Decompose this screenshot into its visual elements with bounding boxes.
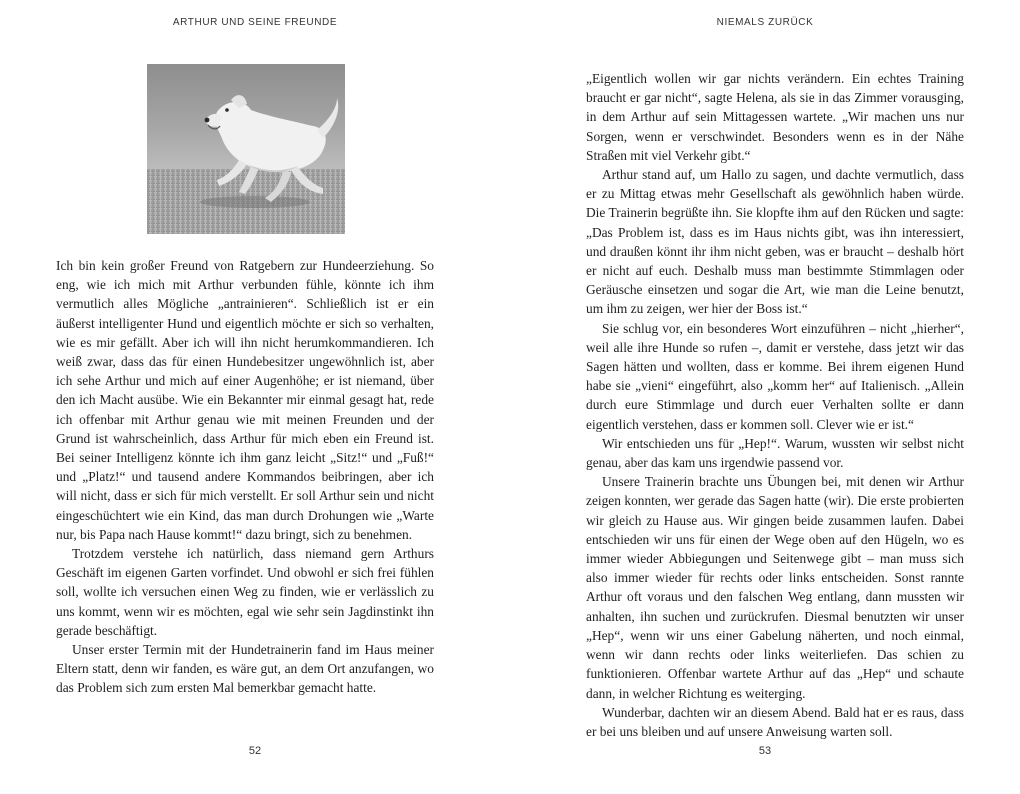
running-dog-photo — [147, 64, 345, 234]
left-paragraph-3: Unser erster Termin mit der Hundetrainerin fand im Haus meiner Eltern statt, denn wir fanden, es wäre gut, an dem Ort anzufangen, wo das Problem sich zum ersten Mal bemerkbar gemacht hatte. — [56, 642, 434, 696]
right-paragraph-2: Arthur stand auf, um Hallo zu sagen, und dachte vermutlich, dass er zu Mittag etwas mehr Gesellschaft als gewöhnlich haben würde. Die Trainerin begrüßte ihn. Sie klopfte ihm auf den Rücken und sagte: „Das Problem ist, dass es im Haus nichts gibt, was ihn interessiert, und draußen könnt ihr ihm nicht geben, was er braucht – deshalb hört er nicht auf euch. Deshalb muss man bestimmte Stimmlagen oder Geräusche einsetzen und sogar die Art, wie man die Leine benutzt, um ihm zu zeigen, wer hier der Boss ist.“ — [586, 167, 964, 317]
left-paragraph-1: Ich bin kein großer Freund von Ratgebern zur Hundeerziehung. So eng, wie ich mich mit Arthur verbunden fühle, könnte ich ihm vermutlich alles Mögliche „antrainieren“. Schließlich ist er ein äußerst intelligenter Hund und eigentlich möchte er sich so verhalten, wie es mir gefällt. Aber ich will ihn nicht herumkommandieren. Ich weiß zwar, dass das für einen Hundebesitzer ungewöhnlich ist, aber ich sehe Arthur und mich auf einer Augenhöhe; er ist niemand, über den ich Macht ausübe. Wie ein Bekannter mir einmal gesagt hat, rede ich offenbar mit Arthur genau wie mit meinen Freunden und der Grund ist wahrscheinlich, dass Arthur für mich eben ein Freund ist. Bei seiner Intelligenz könnte ich ihm ganz leicht „Sitz!“ und „Fuß!“ und „Platz!“ und tausend andere Kommandos beibringen, aber ich will nicht, dass er sich für mich verstellt. Er soll Arthur sein und nicht eingeschüchtert wie ein Kind, das man durch Drohungen wie „Warte nur, bis Papa nach Hause kommt!“ dazu bringt, sich zu benehmen. — [56, 258, 434, 542]
right-paragraph-1: „Eigentlich wollen wir gar nichts verändern. Ein echtes Training braucht er gar nicht“, sagte Helena, als sie in das Zimmer vorausging, in dem Arthur auf sein Mittagessen wartete. „Wir machen uns nur Sorgen, wenn er verschwindet. Besonders wenn es in der Nähe Straßen mit viel Verkehr gibt.“ — [586, 71, 964, 163]
right-body-text — [586, 69, 964, 741]
right-paragraph-6: Wunderbar, dachten wir an diesem Abend. Bald hat er es raus, dass er bei uns bleiben und auf unsere Anweisung warten soll. — [586, 704, 964, 739]
right-paragraph-3: Sie schlug vor, ein besonderes Wort einzuführen – nicht „hierher“, weil alle ihre Hunde so rufen –, damit er verstehe, dass jetzt wir das Sagen hätten und wollten, dass er komme. Bei ihrem eigenen Hund habe sie „vieni“ eingeführt, also „komm her“ auf Italienisch. „Allein durch eure Stimmlage und durch euer Verhalten sollte er dann eigentlich verstehen, dass er kommen soll. Clever wie er ist.“ — [586, 320, 964, 432]
running-head-right: NIEMALS ZURÜCK — [716, 17, 814, 28]
right-paragraph-4: Wir entschieden uns für „Hep!“. Warum, wussten wir selbst nicht genau, aber das kam uns irgendwie passend vor. — [586, 435, 964, 471]
right-paragraph-5: Unsere Trainerin brachte uns Übungen bei, mit denen wir Arthur zeigen konnten, wer gerade das Sagen hatte (wir). Die erste probierten wir gleich zu Hause aus. Wir gingen beide zusammen laufen. Dabei entschieden wir uns für einen der Wege oben auf den Hügeln, wo es immer wieder Abbiegungen und Seitenwege gibt – man muss sich also immer wieder für rechts oder links entscheiden. Sonst rannte Arthur oft voraus und den falschen Weg entlang, dann mussten wir anhalten, ihn suchen und zurückrufen. Diesmal benutzten wir unser „Hep“, wenn wir uns einer Gabelung näherten, und noch einmal, wenn wir dann rechts oder links weiterliefen. Das schien zu funktionieren. Offenbar wartete Arthur auf das „Hep“ und schaute dann, in welcher Richtung es weiterging. — [586, 474, 964, 701]
page-number-left: 52 — [248, 745, 262, 757]
page-number-right: 53 — [758, 745, 772, 757]
left-body-text — [56, 256, 434, 698]
left-paragraph-2: Trotzdem verstehe ich natürlich, dass niemand gern Arthurs Geschäft im eigenen Garten vorfindet. Und obwohl er sich frei fühlen soll, wollte ich versuchen einen Weg zu finden, wie er verlässlich zu uns kommt, wenn wir es möchten, egal wie sehr sein Jagdinstinkt ihn gerade beschäftigt. — [56, 546, 434, 638]
running-head-left: ARTHUR UND SEINE FREUNDE — [172, 17, 338, 28]
